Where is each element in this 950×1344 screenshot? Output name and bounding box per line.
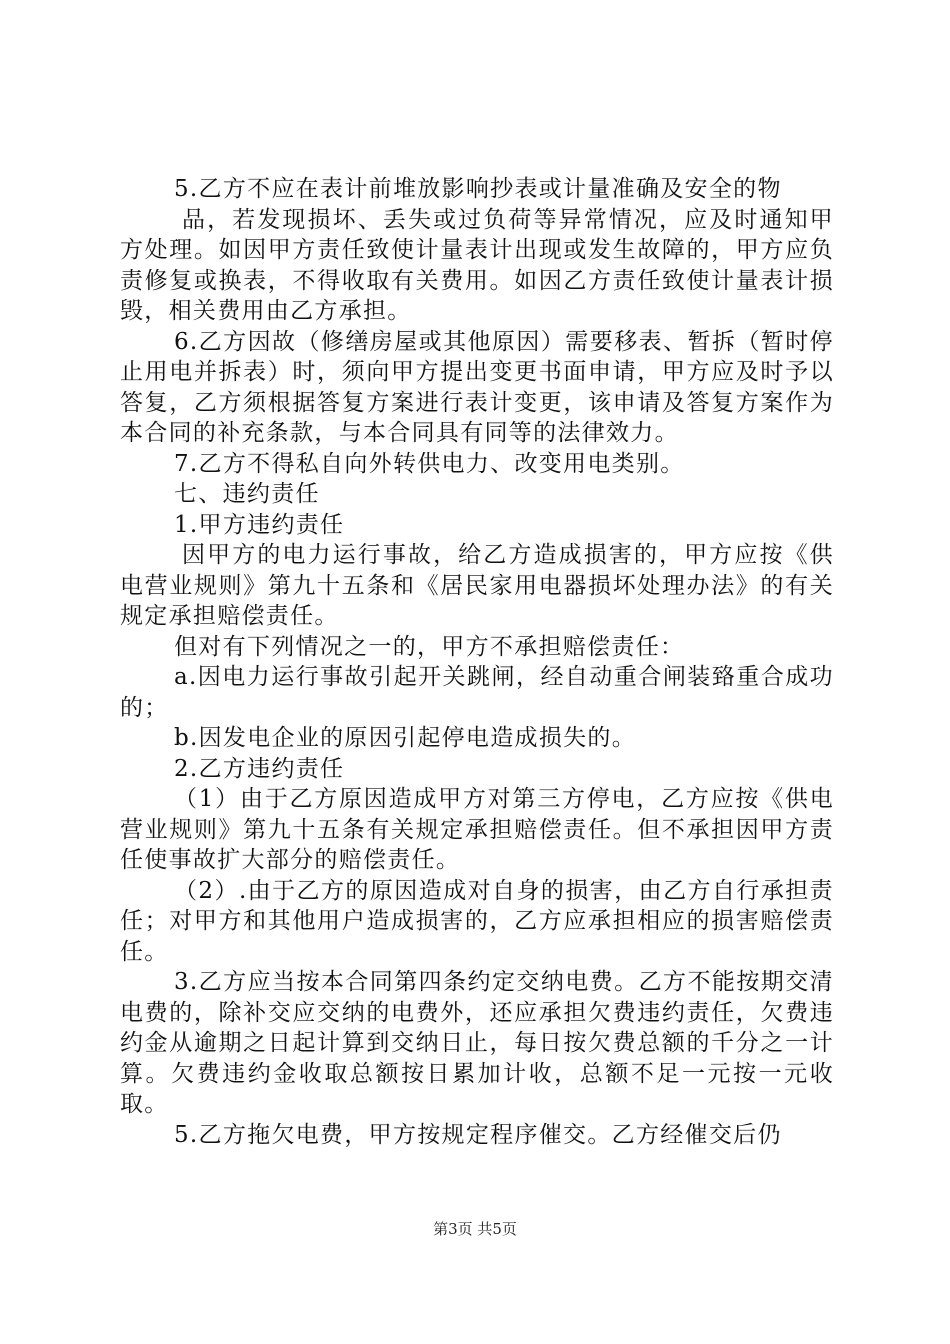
page-number-footer: 第3页 共5页: [433, 1220, 517, 1238]
paragraph-party-b-item-1: （1）由于乙方原因造成甲方对第三方停电，乙方应按《供电营业规则》第九十五条有关规定承担赔偿责任。但不承担因甲方责任使事故扩大部分的赔偿责任。: [120, 786, 834, 873]
paragraph-clause-5-cont: 品，若发现损坏、丢失或过负荷等异常情况，应及时通知甲方处理。如因甲方责任致使计量表计出现或发生故障的，甲方应负责修复或换表，不得收取有关费用。如因乙方责任致使计量表计损毁，相关费用由乙方承担。: [120, 206, 834, 324]
subheading-party-a-liability: 1.甲方违约责任: [174, 511, 345, 538]
paragraph-clause-7: 7.乙方不得私自向外转供电力、改变用电类别。: [174, 450, 685, 477]
list-item-exemption-a: a.因电力运行事故引起开关跳闸，经自动重合闸装臵重合成功的；: [120, 664, 834, 721]
document-body: [120, 174, 834, 1150]
paragraph-clause-3-late-fee: 3.乙方应当按本合同第四条约定交纳电费。乙方不能按期交清电费的，除补交应交纳的电费外，还应承担欠费违约责任，欠费违约金从逾期之日起计算到交纳日止，每日按欠费总额的千分之一计算。欠费违约金收取总额按日累加计收，总额不足一元按一元收取。: [120, 969, 834, 1117]
section-heading-breach-liability: 七、违约责任: [174, 481, 320, 507]
subheading-party-b-liability: 2.乙方违约责任: [174, 755, 345, 782]
paragraph-clause-5-arrears: 5.乙方拖欠电费，甲方按规定程序催交。乙方经催交后仍: [174, 1121, 782, 1148]
paragraph-exemptions-intro: 但对有下列情况之一的，甲方不承担赔偿责任：: [174, 633, 685, 660]
paragraph-party-a-compensation: 因甲方的电力运行事故，给乙方造成损害的，甲方应按《供电营业规则》第九十五条和《居民家用电器损坏处理办法》的有关规定承担赔偿责任。: [120, 542, 834, 629]
paragraph-clause-6: 6.乙方因故（修缮房屋或其他原因）需要移表、暂拆（暂时停止用电并拆表）时，须向甲方提出变更书面申请，甲方应及时予以答复，乙方须根据答复方案进行表计变更，该申请及答复方案作为本合同的补充条款，与本合同具有同等的法律效力。: [120, 328, 834, 446]
paragraph-party-b-item-2: （2）.由于乙方的原因造成对自身的损害，由乙方自行承担责任；对甲方和其他用户造成损害的，乙方应承担相应的损害赔偿责任。: [120, 877, 834, 965]
paragraph-clause-5-start: 5.乙方不应在表计前堆放影响抄表或计量准确及安全的物: [174, 176, 782, 202]
list-item-exemption-b: b.因发电企业的原因引起停电造成损失的。: [174, 725, 637, 751]
